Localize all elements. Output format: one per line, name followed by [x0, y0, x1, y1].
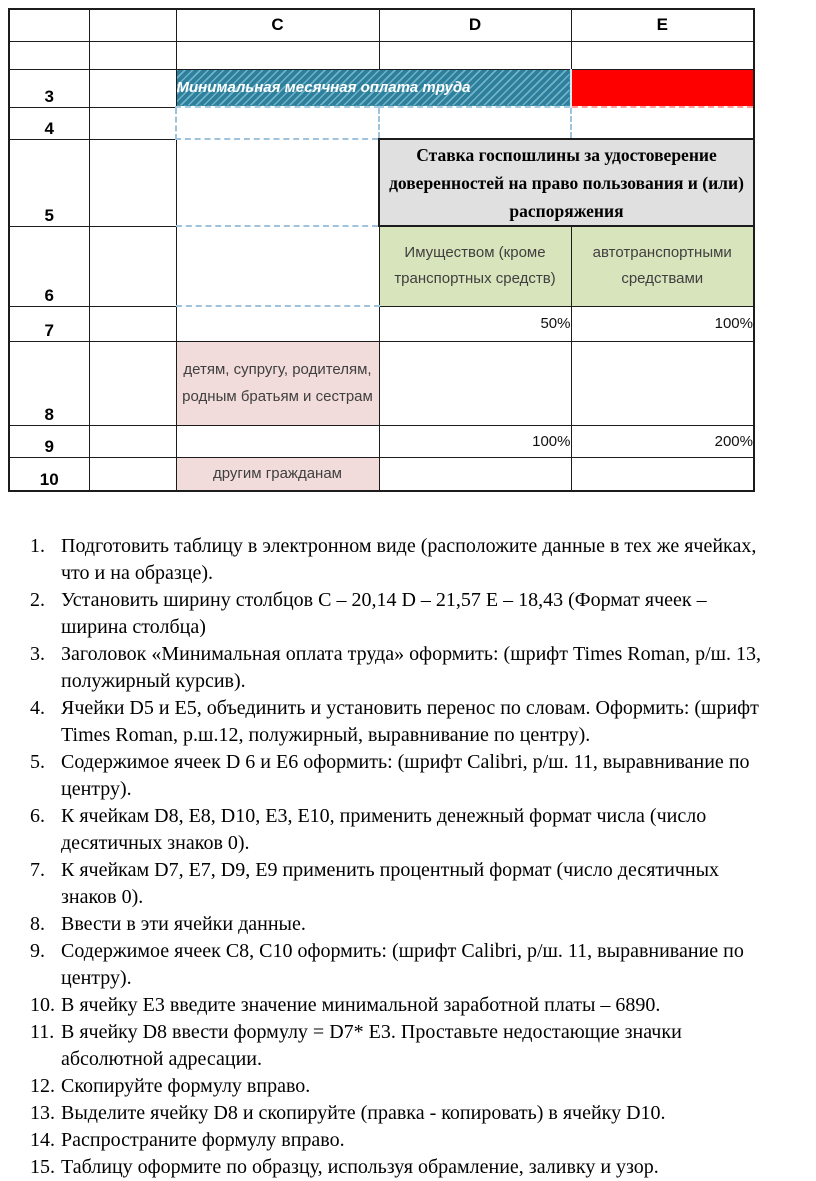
item-text: В ячейку D8 ввести формулу = D7* Е3. Проставьте недостающие значки абсолютной адресации. — [61, 1021, 682, 1070]
item-text: Подготовить таблицу в электронном виде (расположите данные в тех же ячейках, что и на образце). — [61, 535, 757, 584]
item-text: Ввести в эти ячейки данные. — [61, 913, 306, 935]
list-item — [30, 533, 775, 587]
list-item — [30, 1019, 775, 1073]
row-number-5: 5 — [9, 139, 89, 226]
document-page — [0, 8, 816, 1181]
cell-e4 — [571, 107, 754, 139]
item-number: 6. — [30, 805, 45, 827]
row-number-8: 8 — [9, 341, 89, 425]
row-number-9: 9 — [9, 425, 89, 457]
item-number: 11. — [30, 1021, 55, 1043]
row-number-4: 4 — [9, 107, 89, 139]
cell-e2 — [571, 41, 754, 69]
cell-c7 — [176, 306, 379, 341]
list-item — [30, 1127, 775, 1154]
item-text: Заголовок «Минимальная оплата труда» оформить: (шрифт Times Roman, р/ш. 13, полужирный курсив). — [61, 643, 762, 692]
cell-d7: 50% — [379, 306, 571, 341]
row-3 — [9, 69, 754, 107]
cell-e10 — [571, 457, 754, 491]
column-b-header — [89, 9, 176, 41]
row-4 — [9, 107, 754, 139]
item-number: 2. — [30, 589, 45, 611]
item-number: 7. — [30, 859, 45, 881]
cell-c6 — [176, 226, 379, 306]
list-item — [30, 1154, 775, 1181]
row-number-10: 10 — [9, 457, 89, 491]
cell-c4 — [176, 107, 379, 139]
list-item — [30, 857, 775, 911]
list-item — [30, 911, 775, 938]
item-number: 8. — [30, 913, 45, 935]
item-number: 15. — [30, 1156, 55, 1178]
item-text: Таблицу оформите по образцу, используя обрамление, заливку и узор. — [61, 1156, 659, 1178]
list-item — [30, 587, 775, 641]
cell-c2 — [176, 41, 379, 69]
list-item — [30, 1073, 775, 1100]
column-e-header: E — [571, 9, 754, 41]
row-10 — [9, 457, 754, 491]
corner-cell — [9, 9, 89, 41]
cell-d2 — [379, 41, 571, 69]
item-number: 10. — [30, 994, 55, 1016]
row-7 — [9, 306, 754, 341]
row-2 — [9, 41, 754, 69]
item-number: 14. — [30, 1129, 55, 1151]
cell-d10 — [379, 457, 571, 491]
instructions-list — [30, 533, 775, 1181]
item-number: 5. — [30, 751, 45, 773]
column-d-header: D — [379, 9, 571, 41]
item-text: К ячейкам D7, Е7, D9, Е9 применить процентный формат (число десятичных знаков 0). — [61, 859, 720, 908]
row-5 — [9, 139, 754, 226]
item-number: 3. — [30, 643, 45, 665]
cell-d5e5-merged-header: Ставка госпошлины за удостоверение доверенностей на право пользования и (или) распоряжения — [379, 139, 754, 226]
cell-e3-red — [571, 69, 754, 107]
cell-d4 — [379, 107, 571, 139]
item-text: Выделите ячейку D8 и скопируйте (правка - копировать) в ячейку D10. — [61, 1102, 666, 1124]
item-text: К ячейкам D8, Е8, D10, Е3, Е10, применить денежный формат числа (число десятичных знаков 0). — [61, 805, 707, 854]
cell-e9: 200% — [571, 425, 754, 457]
item-number: 4. — [30, 697, 45, 719]
item-number: 12. — [30, 1075, 55, 1097]
cell-e8 — [571, 341, 754, 425]
row-number-6: 6 — [9, 226, 89, 306]
cell-c5 — [176, 139, 379, 226]
cell-c8: детям, супругу, родителям, родным братьям и сестрам — [176, 341, 379, 425]
cell-c10: другим гражданам — [176, 457, 379, 491]
column-c-header: C — [176, 9, 379, 41]
item-number: 13. — [30, 1102, 55, 1124]
item-number: 1. — [30, 535, 45, 557]
cell-e6: автотранспортными средствами — [571, 226, 754, 306]
row-number-7: 7 — [9, 306, 89, 341]
list-item — [30, 1100, 775, 1127]
list-item — [30, 749, 775, 803]
list-item — [30, 992, 775, 1019]
cell-e7: 100% — [571, 306, 754, 341]
item-text: Ячейки D5 и Е5, объединить и установить перенос по словам. Оформить: (шрифт Times Roman, р.ш.12, полужирный, выравнивание по центру). — [61, 697, 759, 746]
item-number: 9. — [30, 940, 45, 962]
row-number-3: 3 — [9, 69, 89, 107]
list-item — [30, 803, 775, 857]
item-text: Содержимое ячеек С8, С10 оформить: (шрифт Calibri, р/ш. 11, выравнивание по центру). — [61, 940, 744, 989]
cell-d9: 100% — [379, 425, 571, 457]
list-item — [30, 938, 775, 992]
list-item — [30, 695, 775, 749]
spreadsheet-table — [8, 8, 755, 492]
cell-d6: Имуществом (кроме транспортных средств) — [379, 226, 571, 306]
item-text: В ячейку Е3 введите значение минимальной заработной платы – 6890. — [61, 994, 661, 1016]
item-text: Содержимое ячеек D 6 и Е6 оформить: (шрифт Calibri, р/ш. 11, выравнивание по центру). — [61, 751, 750, 800]
row-8 — [9, 341, 754, 425]
list-item — [30, 641, 775, 695]
column-header-row — [9, 9, 754, 41]
item-text: Распространите формулу вправо. — [61, 1129, 345, 1151]
cell-d8 — [379, 341, 571, 425]
row-6 — [9, 226, 754, 306]
row-9 — [9, 425, 754, 457]
item-text: Установить ширину столбцов С – 20,14 D – 21,57 Е – 18,43 (Формат ячеек – ширина столбца) — [61, 589, 707, 638]
item-text: Скопируйте формулу вправо. — [61, 1075, 311, 1097]
cell-c9 — [176, 425, 379, 457]
cell-c3d3-merged-title: Минимальная месячная оплата труда — [176, 69, 571, 107]
